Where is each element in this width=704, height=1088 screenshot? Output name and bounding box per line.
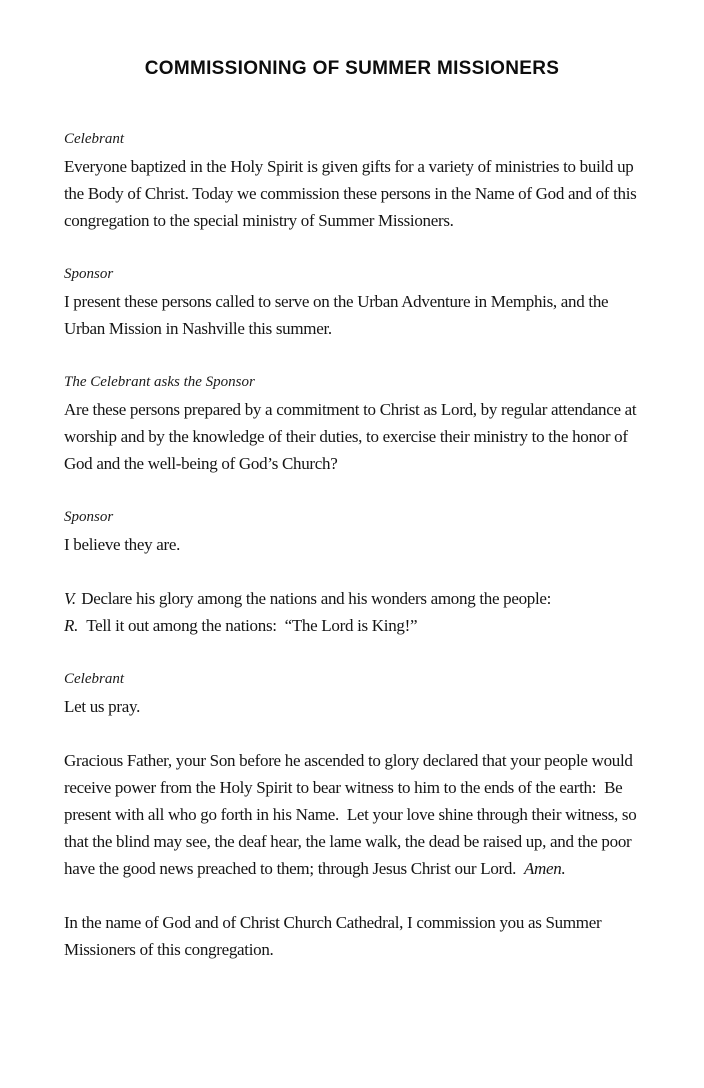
page-title: COMMISSIONING OF SUMMER MISSIONERS [144,58,560,79]
section-prayer [64,747,640,882]
section-sponsor-presentation [64,261,640,342]
section-versicle-response [64,585,640,639]
rubric-celebrant-asks-sponsor: The Celebrant asks the Sponsor [64,374,255,390]
rubric-celebrant: Celebrant [64,671,124,687]
response-line [64,612,640,639]
prayer-text: Gracious Father, your Son before he ascended to glory declared that your people would receive power from the Holy Spirit to bear witness to him to the ends of the earth: Be present with all who go forth in his Name. Let your love shine through their witness, so that the blind may see, the deaf hear, the lame walk, the dead be raised up, and the poor have the good news preached to them; through Jesus Christ our Lord. [64,751,641,878]
prayer-paragraph [64,747,640,882]
commissioning-declaration-text: In the name of God and of Christ Church Cathedral, I commission you as Summer Missioners of this congregation. [64,913,606,959]
versicle-text: Declare his glory among the nations and his wonders among the people: [81,589,552,608]
response-letter: R. [64,616,79,635]
celebrant-question-text: Are these persons prepared by a commitment to Christ as Lord, by regular attendance at worship and by the knowledge of their duties, to exercise their ministry to the honor of God and the well-being of God’s Church? [64,400,641,473]
rubric-sponsor: Sponsor [64,266,114,282]
sponsor-answer-text: I believe they are. [64,535,181,554]
amen-text: Amen. [523,859,566,878]
versicle-line [64,585,640,612]
rubric-sponsor: Sponsor [64,509,114,525]
section-sponsor-answer [64,504,640,558]
section-let-us-pray [64,666,640,720]
rubric-celebrant: Celebrant [64,131,124,147]
versicle-letter: V. [64,589,76,608]
section-commissioning-declaration [64,909,640,963]
celebrant-opening-text: Everyone baptized in the Holy Spirit is given gifts for a variety of ministries to build up the Body of Christ. Today we commission these persons in the Name of God and of this congregation to the special ministry of Summer Missioners. [64,157,641,230]
section-celebrant-question [64,369,640,477]
let-us-pray-text: Let us pray. [64,697,141,716]
section-celebrant-opening [64,126,640,234]
sponsor-presentation-text: I present these persons called to serve on the Urban Adventure in Memphis, and the Urban Mission in Nashville this summer. [64,292,613,338]
response-text: Tell it out among the nations: “The Lord is King!” [86,616,418,635]
